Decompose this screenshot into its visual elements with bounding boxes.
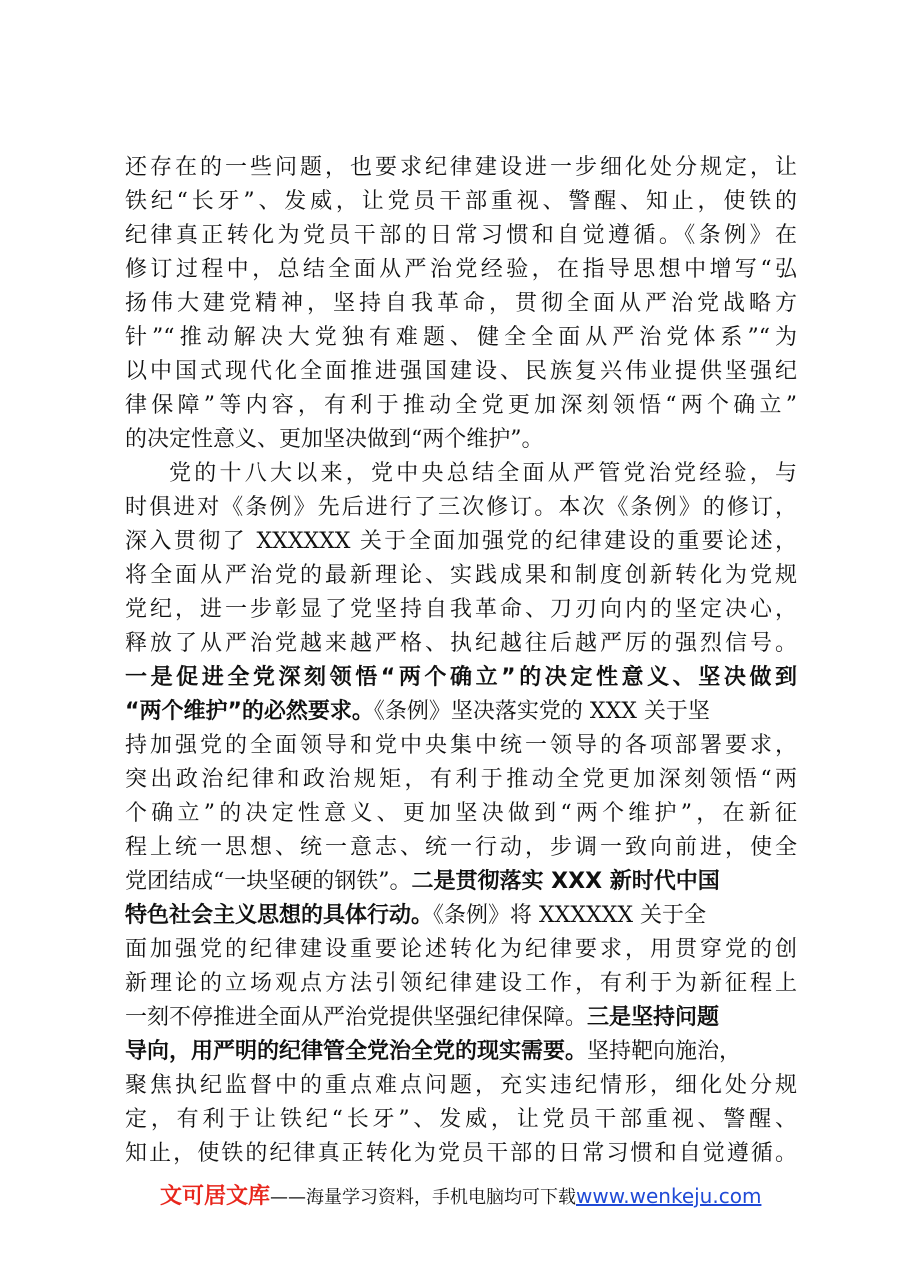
key-point-heading: “两个维护”的必然要求。 (125, 699, 374, 724)
body-line: 律保障”等内容，有利于推动全党更加深刻领悟“两个确立” (125, 393, 797, 418)
body-line: 深入贯彻了 XXXXXX 关于全面加强党的纪律建设的重要论述， (125, 529, 797, 554)
body-line: 持加强党的全面领导和党中央集中统一领导的各项部署要求， (125, 733, 797, 758)
body-line: 新理论的立场观点方法引领纪律建设工作，有利于为新征程上 (125, 971, 797, 996)
body-line: 个确立”的决定性意义、更加坚决做到“两个维护”，在新征 (125, 801, 797, 826)
body-line: 的决定性意义、更加坚决做到“两个维护”。 (125, 427, 544, 452)
body-line: 时俱进对《条例》先后进行了三次修订。本次《条例》的修订， (125, 495, 797, 520)
body-line: 针”“推动解决大党独有难题、健全全面从严治党体系”“为 (125, 325, 797, 350)
footer-slogan: ——海量学习资料，手机电脑均可下载 (270, 1187, 577, 1208)
body-text: 一刻不停推进全面从严治党提供坚强纪律保障。 (125, 1005, 588, 1030)
body-line: 还存在的一些问题，也要求纪律建设进一步细化处分规定，让 (125, 155, 797, 180)
body-line: 修订过程中，总结全面从严治党经验，在指导思想中增写“弘 (125, 257, 797, 282)
body-line: 面加强党的纪律建设重要论述转化为纪律要求，用贯穿党的创 (125, 937, 797, 962)
body-line (125, 899, 797, 933)
body-line: 扬伟大建党精神，坚持自我革命，贯彻全面从严治党战略方 (125, 291, 797, 316)
body-line (125, 865, 797, 899)
body-text: 《条例》坚决落实党的 XXX 关于坚 (373, 699, 710, 724)
footer-banner (160, 1178, 761, 1214)
brand-name: 文可居文库 (160, 1184, 271, 1209)
key-point-heading: 一是促进全党深刻领悟“两个确立”的决定性意义、坚决做到 (125, 665, 797, 690)
body-line: 释放了从严治党越来越严格、执纪越往后越严厉的强烈信号。 (125, 631, 797, 656)
body-line: 以中国式现代化全面推进强国建设、民族复兴伟业提供坚强纪 (125, 359, 797, 384)
body-line: 定，有利于让铁纪“长牙”、发威，让党员干部重视、警醒、 (125, 1107, 797, 1132)
body-line: 突出政治纪律和政治规矩，有利于推动全党更加深刻领悟“两 (125, 767, 797, 792)
body-line (125, 695, 797, 729)
body-text: 党团结成“一块坚硬的钢铁”。 (125, 869, 412, 894)
body-line: 将全面从严治党的最新理论、实践成果和制度创新转化为党规 (125, 563, 797, 588)
body-line (125, 1001, 797, 1035)
key-point-heading: 导向，用严明的纪律管全党治全党的现实需要。 (125, 1039, 588, 1064)
body-line: 党的十八大以来，党中央总结全面从严管党治党经验，与 (169, 461, 797, 486)
body-text: 《条例》将 XXXXXX 关于全 (433, 903, 706, 928)
body-text: 坚持靶向施治， (587, 1039, 742, 1064)
body-line: 知止，使铁的纪律真正转化为党员干部的日常习惯和自觉遵循。 (125, 1141, 797, 1166)
body-line: 党纪，进一步彰显了党坚持自我革命、刀刃向内的坚定决心， (125, 597, 797, 622)
body-line: 铁纪“长牙”、发威，让党员干部重视、警醒、知止，使铁的 (125, 189, 797, 214)
body-line: 程上统一思想、统一意志、统一行动，步调一致向前进，使全 (125, 835, 797, 860)
key-point-heading: 特色社会主义思想的具体行动。 (125, 903, 434, 928)
website-link[interactable]: www.wenkeju.com (576, 1184, 762, 1208)
key-point-heading: 三是坚持问题 (587, 1005, 720, 1030)
key-point-heading: 二是贯彻落实 XXX 新时代中国 (411, 869, 720, 894)
body-line (125, 1035, 797, 1069)
body-line: 纪律真正转化为党员干部的日常习惯和自觉遵循。《条例》在 (125, 223, 797, 248)
body-line: 聚焦执纪监督中的重点难点问题，充实违纪情形，细化处分规 (125, 1073, 797, 1098)
